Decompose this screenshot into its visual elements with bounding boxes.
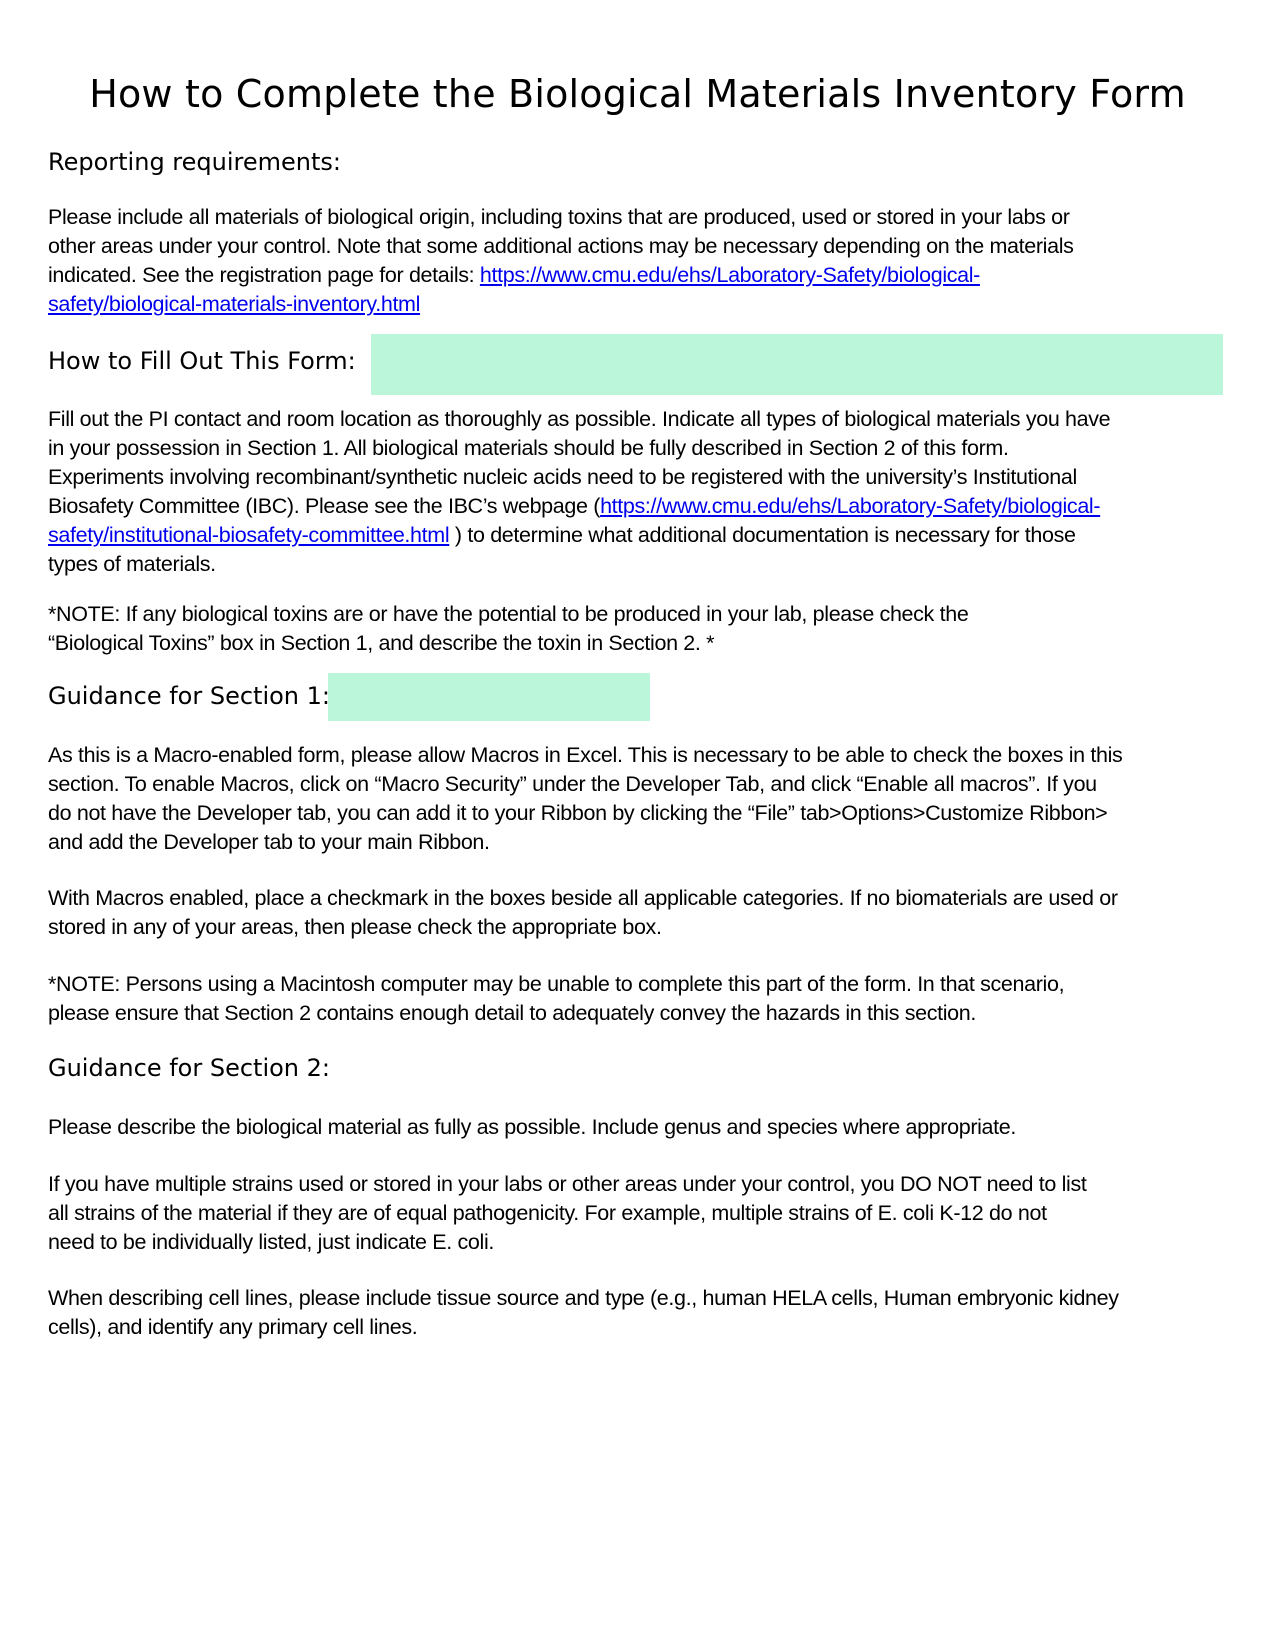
text-line: stored in any of your areas, then please check the appropriate box.: [48, 915, 662, 939]
text-line: “Biological Toxins” box in Section 1, and describe the toxin in Section 2. *: [48, 631, 715, 655]
text-line: please ensure that Section 2 contains enough detail to adequately convey the hazards in this section.: [48, 1001, 977, 1025]
text-line: cells), and identify any primary cell lines.: [48, 1315, 418, 1339]
fill-out-paragraph: [48, 405, 1248, 579]
text-line: *NOTE: If any biological toxins are or have the potential to be produced in your lab, please check the: [48, 602, 969, 626]
toxins-note: [48, 600, 1248, 658]
ibc-webpage-link-continued[interactable]: safety/institutional-biosafety-committee.html: [48, 523, 450, 547]
section-2-describe-paragraph: [48, 1113, 1248, 1142]
text-line: Please describe the biological material as fully as possible. Include genus and species where appropriate.: [48, 1115, 1017, 1139]
text-line: Fill out the PI contact and room location as thoroughly as possible. Indicate all types of biological materials you have: [48, 407, 1111, 431]
text-line: As this is a Macro-enabled form, please allow Macros in Excel. This is necessary to be able to check the boxes in this: [48, 743, 1123, 767]
text-line: and add the Developer tab to your main Ribbon.: [48, 830, 490, 854]
text-line: types of materials.: [48, 552, 216, 576]
text-line-link-continued: [48, 290, 1248, 319]
text-line: other areas under your control. Note that some additional actions may be necessary depending on the materials: [48, 234, 1074, 258]
text-line: need to be individually listed, just indicate E. coli.: [48, 1230, 495, 1254]
ibc-webpage-link[interactable]: https://www.cmu.edu/ehs/Laboratory-Safety/biological-: [600, 494, 1101, 518]
inventory-page-link[interactable]: https://www.cmu.edu/ehs/Laboratory-Safety/biological-: [479, 263, 980, 287]
heading-guidance-section-2: Guidance for Section 2:: [48, 1054, 330, 1082]
text-fragment: ) to determine what additional documentation is necessary for those: [449, 523, 1076, 547]
text-line: all strains of the material if they are of equal pathogenicity. For example, multiple strains of E. coli K-12 do not: [48, 1201, 1047, 1225]
heading-guidance-section-1: Guidance for Section 1:: [48, 682, 330, 710]
text-line-with-link: [48, 261, 1248, 290]
heading-how-to-fill-out: How to Fill Out This Form:: [48, 347, 356, 375]
heading-reporting-requirements: Reporting requirements:: [48, 148, 341, 176]
text-fragment: Biosafety Committee (IBC). Please see the IBC’s webpage (: [48, 494, 601, 518]
text-fragment: indicated. See the registration page for details:: [48, 263, 480, 287]
page-title: How to Complete the Biological Materials Inventory Form: [89, 72, 1186, 116]
inventory-page-link-continued[interactable]: safety/biological-materials-inventory.html: [48, 292, 421, 316]
reporting-paragraph: [48, 203, 1248, 319]
text-line-with-link: [48, 492, 1248, 521]
text-line: When describing cell lines, please include tissue source and type (e.g., human HELA cells, Human embryonic kidney: [48, 1286, 1119, 1310]
section-1-checkmark-paragraph: [48, 884, 1248, 942]
text-line: With Macros enabled, place a checkmark in the boxes beside all applicable categories. If no biomaterials are used or: [48, 886, 1118, 910]
text-line: do not have the Developer tab, you can add it to your Ribbon by clicking the “File” tab>Options>Customize Ribbon>: [48, 801, 1108, 825]
text-line-with-link: [48, 521, 1248, 550]
text-line: If you have multiple strains used or stored in your labs or other areas under your control, you DO NOT need to list: [48, 1172, 1087, 1196]
text-line: Experiments involving recombinant/synthetic nucleic acids need to be registered with the university’s Institutional: [48, 465, 1077, 489]
section-2-strains-paragraph: [48, 1170, 1248, 1257]
highlight-band-fill-out: [371, 334, 1223, 395]
text-line: section. To enable Macros, click on “Macro Security” under the Developer Tab, and click “Enable all macros”. If you: [48, 772, 1097, 796]
highlight-band-section-1: [328, 673, 650, 721]
section-2-cell-lines-paragraph: [48, 1284, 1248, 1342]
text-line: in your possession in Section 1. All biological materials should be fully described in Section 2 of this form.: [48, 436, 1009, 460]
section-1-macros-paragraph: [48, 741, 1248, 857]
text-line: *NOTE: Persons using a Macintosh computer may be unable to complete this part of the form. In that scenario,: [48, 972, 1065, 996]
macintosh-note: [48, 970, 1248, 1028]
text-line: Please include all materials of biological origin, including toxins that are produced, used or stored in your labs or: [48, 205, 1070, 229]
